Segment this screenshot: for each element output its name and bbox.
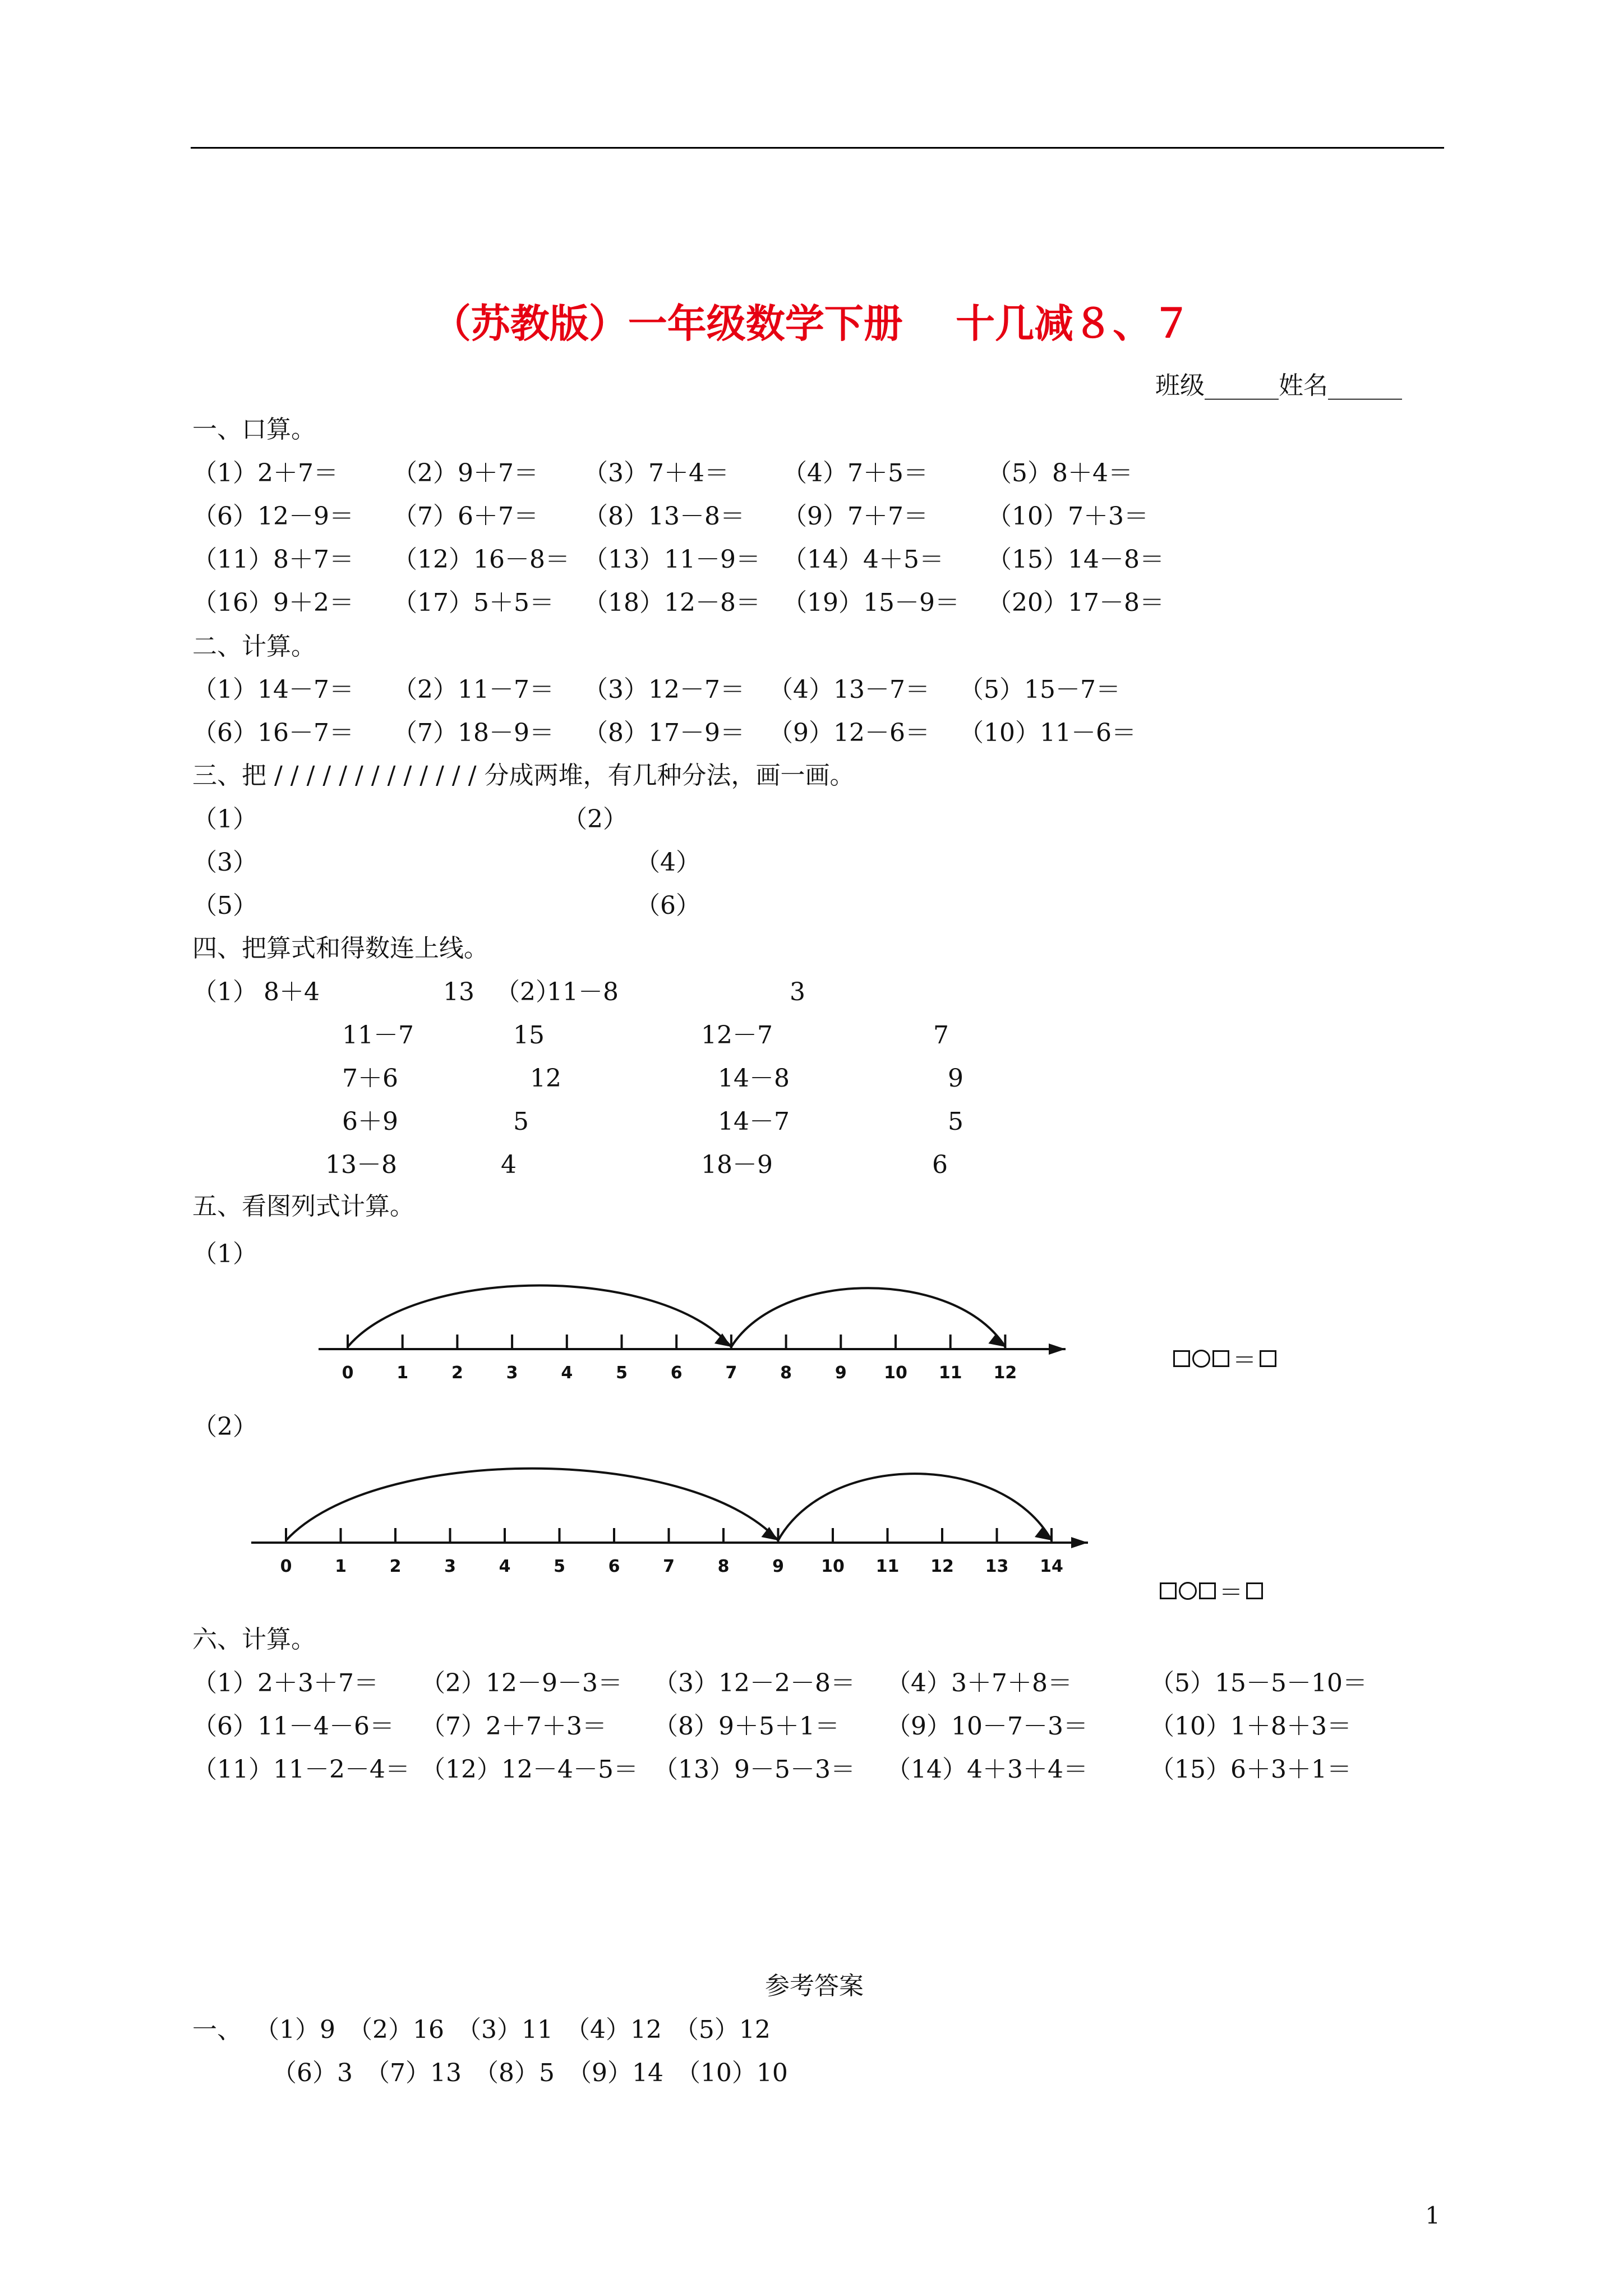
problem-item: （1）2＋7＝ xyxy=(192,459,338,487)
number-line-1-axis xyxy=(319,1286,1066,1383)
problem-item: （2）11－7＝ xyxy=(393,675,554,704)
answer-box[interactable] xyxy=(1260,1350,1276,1367)
tick-label: 7 xyxy=(725,1363,737,1383)
problem-item: （8）9＋5＋1＝ xyxy=(653,1712,840,1741)
problem-item: （3）12－7＝ xyxy=(583,675,745,704)
match-expression: 13－8 xyxy=(325,1151,397,1179)
answer-box[interactable] xyxy=(1173,1350,1190,1367)
problem-item: （16）9＋2＝ xyxy=(192,588,354,617)
tick-label: 13 xyxy=(985,1557,1009,1576)
equals-sign: ＝ xyxy=(1233,1346,1257,1374)
tick-label: 11 xyxy=(875,1557,900,1576)
problem-item: （11）11－2－4＝ xyxy=(192,1755,410,1784)
section-5-heading: 五、看图列式计算。 xyxy=(192,1192,414,1221)
problem-item: （2）12－9－3＝ xyxy=(421,1669,623,1697)
page-number: 1 xyxy=(1425,2202,1440,2229)
match-result: 13 xyxy=(443,978,474,1006)
section-3-item: （5） xyxy=(192,891,257,920)
problem-item: （6）16－7＝ xyxy=(192,719,354,747)
tick-label: 4 xyxy=(561,1363,573,1383)
tick-label: 12 xyxy=(993,1363,1017,1383)
jump-arrowhead xyxy=(1035,1527,1052,1540)
match-expression: 18－9 xyxy=(701,1151,773,1179)
answer-formula-1 xyxy=(1173,1342,1276,1375)
problem-item: （8）13－8＝ xyxy=(583,502,745,531)
match-expression: 14－8 xyxy=(718,1064,790,1093)
tick-label: 3 xyxy=(444,1557,456,1576)
section-3-item: （1） xyxy=(192,805,257,834)
match-result: 15 xyxy=(513,1021,545,1050)
match-result: 6 xyxy=(932,1151,948,1179)
problem-item: （9）7＋7＝ xyxy=(782,502,928,531)
problem-item: （6）12－9＝ xyxy=(192,502,354,531)
axis-arrowhead xyxy=(1049,1343,1066,1355)
problem-item: （14）4＋3＋4＝ xyxy=(886,1755,1088,1784)
section-3-heading: 三、把 / / / / / / / / / / / / / 分成两堆，有几种分法，画一画。 xyxy=(192,761,855,790)
answer-box[interactable] xyxy=(1199,1582,1216,1599)
tick-label: 11 xyxy=(938,1363,962,1383)
answers-heading: 参考答案 xyxy=(765,1972,864,2000)
match-result: 4 xyxy=(501,1151,517,1179)
tick-label: 6 xyxy=(608,1557,620,1576)
problem-item: （7）6＋7＝ xyxy=(393,502,538,531)
answer-box[interactable] xyxy=(1212,1350,1229,1367)
section-2-heading: 二、计算。 xyxy=(192,632,316,661)
section-1-heading: 一、口算。 xyxy=(192,415,316,444)
problem-item: （19）15－9＝ xyxy=(782,588,960,617)
tick-label: 6 xyxy=(670,1363,683,1383)
tick-label: 1 xyxy=(396,1363,409,1383)
tick-label: 10 xyxy=(884,1363,907,1383)
jump-arrowhead xyxy=(714,1333,731,1347)
problem-item: （11）8＋7＝ xyxy=(192,545,354,574)
answers-row-1: （1）9 （2）16 （3）11 （4）12 （5）12 xyxy=(255,2016,771,2044)
header-rule xyxy=(191,147,1444,149)
number-line-2-axis xyxy=(251,1469,1088,1576)
problem-item: （18）12－8＝ xyxy=(583,588,760,617)
jump-arrowhead xyxy=(988,1333,1005,1347)
problem-item: （13）9－5－3＝ xyxy=(653,1755,855,1784)
problem-item: （5）15－5－10＝ xyxy=(1150,1669,1367,1697)
match-expression: 7＋6 xyxy=(342,1064,398,1093)
answer-box[interactable] xyxy=(1160,1582,1177,1599)
answer-formula-2 xyxy=(1160,1574,1263,1608)
problem-item: （15）6＋3＋1＝ xyxy=(1150,1755,1352,1784)
tick-label: 14 xyxy=(1040,1557,1063,1576)
section-3-item: （4） xyxy=(635,848,700,877)
section-4-heading: 四、把算式和得数连上线。 xyxy=(192,934,488,963)
tick-label: 8 xyxy=(717,1557,730,1576)
jump-arc xyxy=(286,1469,778,1540)
jump-arc xyxy=(778,1474,1052,1540)
tick-label: 7 xyxy=(663,1557,675,1576)
answer-box[interactable] xyxy=(1246,1582,1263,1599)
number-line-2 xyxy=(247,1453,1122,1588)
group-2-label: （2） xyxy=(495,978,560,1006)
match-result: 12 xyxy=(530,1064,561,1093)
figure-2-label: （2） xyxy=(192,1412,257,1441)
match-expression: 11－8 xyxy=(547,978,619,1006)
problem-item: （10）7＋3＝ xyxy=(987,502,1149,531)
tick-label: 9 xyxy=(772,1557,784,1576)
section-3-item: （3） xyxy=(192,848,257,877)
tick-label: 12 xyxy=(930,1557,954,1576)
match-expression: 8＋4 xyxy=(264,978,320,1006)
operator-circle[interactable] xyxy=(1192,1350,1210,1368)
problem-item: （12）16－8＝ xyxy=(393,545,570,574)
match-result: 9 xyxy=(948,1064,963,1093)
equals-sign: ＝ xyxy=(1219,1579,1243,1606)
problem-item: （4）7＋5＝ xyxy=(782,459,928,487)
problem-item: （3）7＋4＝ xyxy=(583,459,729,487)
problem-item: （1）14－7＝ xyxy=(192,675,354,704)
tick-label: 0 xyxy=(280,1557,292,1576)
tick-label: 2 xyxy=(451,1363,463,1383)
match-result: 5 xyxy=(948,1107,963,1136)
match-expression: 11－7 xyxy=(342,1021,414,1050)
section-3-item: （6） xyxy=(635,891,700,920)
problem-item: （4）13－7＝ xyxy=(768,675,930,704)
problem-item: （15）14－8＝ xyxy=(987,545,1164,574)
tick-label: 1 xyxy=(335,1557,347,1576)
tick-label: 10 xyxy=(821,1557,845,1576)
tick-label: 3 xyxy=(506,1363,518,1383)
problem-item: （14）4＋5＝ xyxy=(782,545,944,574)
answers-prefix: 一、 xyxy=(192,2016,242,2044)
problem-item: （1）2＋3＋7＝ xyxy=(192,1669,379,1697)
jump-arrowhead xyxy=(762,1527,778,1540)
problem-item: （20）17－8＝ xyxy=(987,588,1164,617)
group-1-label: （1） xyxy=(192,978,257,1006)
problem-item: （9）12－6＝ xyxy=(768,719,930,747)
axis-arrowhead xyxy=(1071,1537,1088,1548)
match-expression: 14－7 xyxy=(718,1107,790,1136)
problem-item: （8）17－9＝ xyxy=(583,719,745,747)
problem-item: （7）18－9＝ xyxy=(393,719,554,747)
problem-item: （5）8＋4＝ xyxy=(987,459,1133,487)
class-name-line: 班级______姓名______ xyxy=(1155,371,1402,400)
problem-item: （13）11－9＝ xyxy=(583,545,760,574)
operator-circle[interactable] xyxy=(1179,1582,1197,1600)
figure-1-label: （1） xyxy=(192,1240,257,1268)
tick-label: 4 xyxy=(499,1557,511,1576)
tick-label: 5 xyxy=(616,1363,628,1383)
problem-item: （9）10－7－3＝ xyxy=(886,1712,1088,1741)
match-result: 3 xyxy=(790,978,805,1006)
tick-label: 8 xyxy=(780,1363,792,1383)
problem-item: （4）3＋7＋8＝ xyxy=(886,1669,1072,1697)
tick-label: 0 xyxy=(342,1363,354,1383)
jump-arc xyxy=(348,1286,731,1347)
problem-item: （7）2＋7＋3＝ xyxy=(421,1712,607,1741)
match-expression: 6＋9 xyxy=(342,1107,398,1136)
problem-item: （10）11－6＝ xyxy=(959,719,1136,747)
problem-item: （2）9＋7＝ xyxy=(393,459,538,487)
tick-label: 5 xyxy=(554,1557,565,1576)
match-result: 5 xyxy=(513,1107,529,1136)
page-title: （苏教版）一年级数学下册 十几减８、７ xyxy=(431,300,1192,347)
tick-label: 2 xyxy=(389,1557,402,1576)
match-expression: 12－7 xyxy=(701,1021,773,1050)
section-6-heading: 六、计算。 xyxy=(192,1625,316,1654)
problem-item: （5）15－7＝ xyxy=(959,675,1121,704)
answers-row-2: （6）3 （7）13 （8）5 （9）14 （10）10 xyxy=(272,2059,788,2087)
problem-item: （10）1＋8＋3＝ xyxy=(1150,1712,1352,1741)
number-line-1 xyxy=(314,1273,1099,1397)
match-result: 7 xyxy=(933,1021,949,1050)
problem-item: （6）11－4－6＝ xyxy=(192,1712,394,1741)
problem-item: （17）5＋5＝ xyxy=(393,588,554,617)
section-3-item: （2） xyxy=(562,805,628,834)
tick-label: 9 xyxy=(834,1363,847,1383)
jump-arc xyxy=(731,1288,1006,1347)
problem-item: （3）12－2－8＝ xyxy=(653,1669,855,1697)
problem-item: （12）12－4－5＝ xyxy=(421,1755,638,1784)
